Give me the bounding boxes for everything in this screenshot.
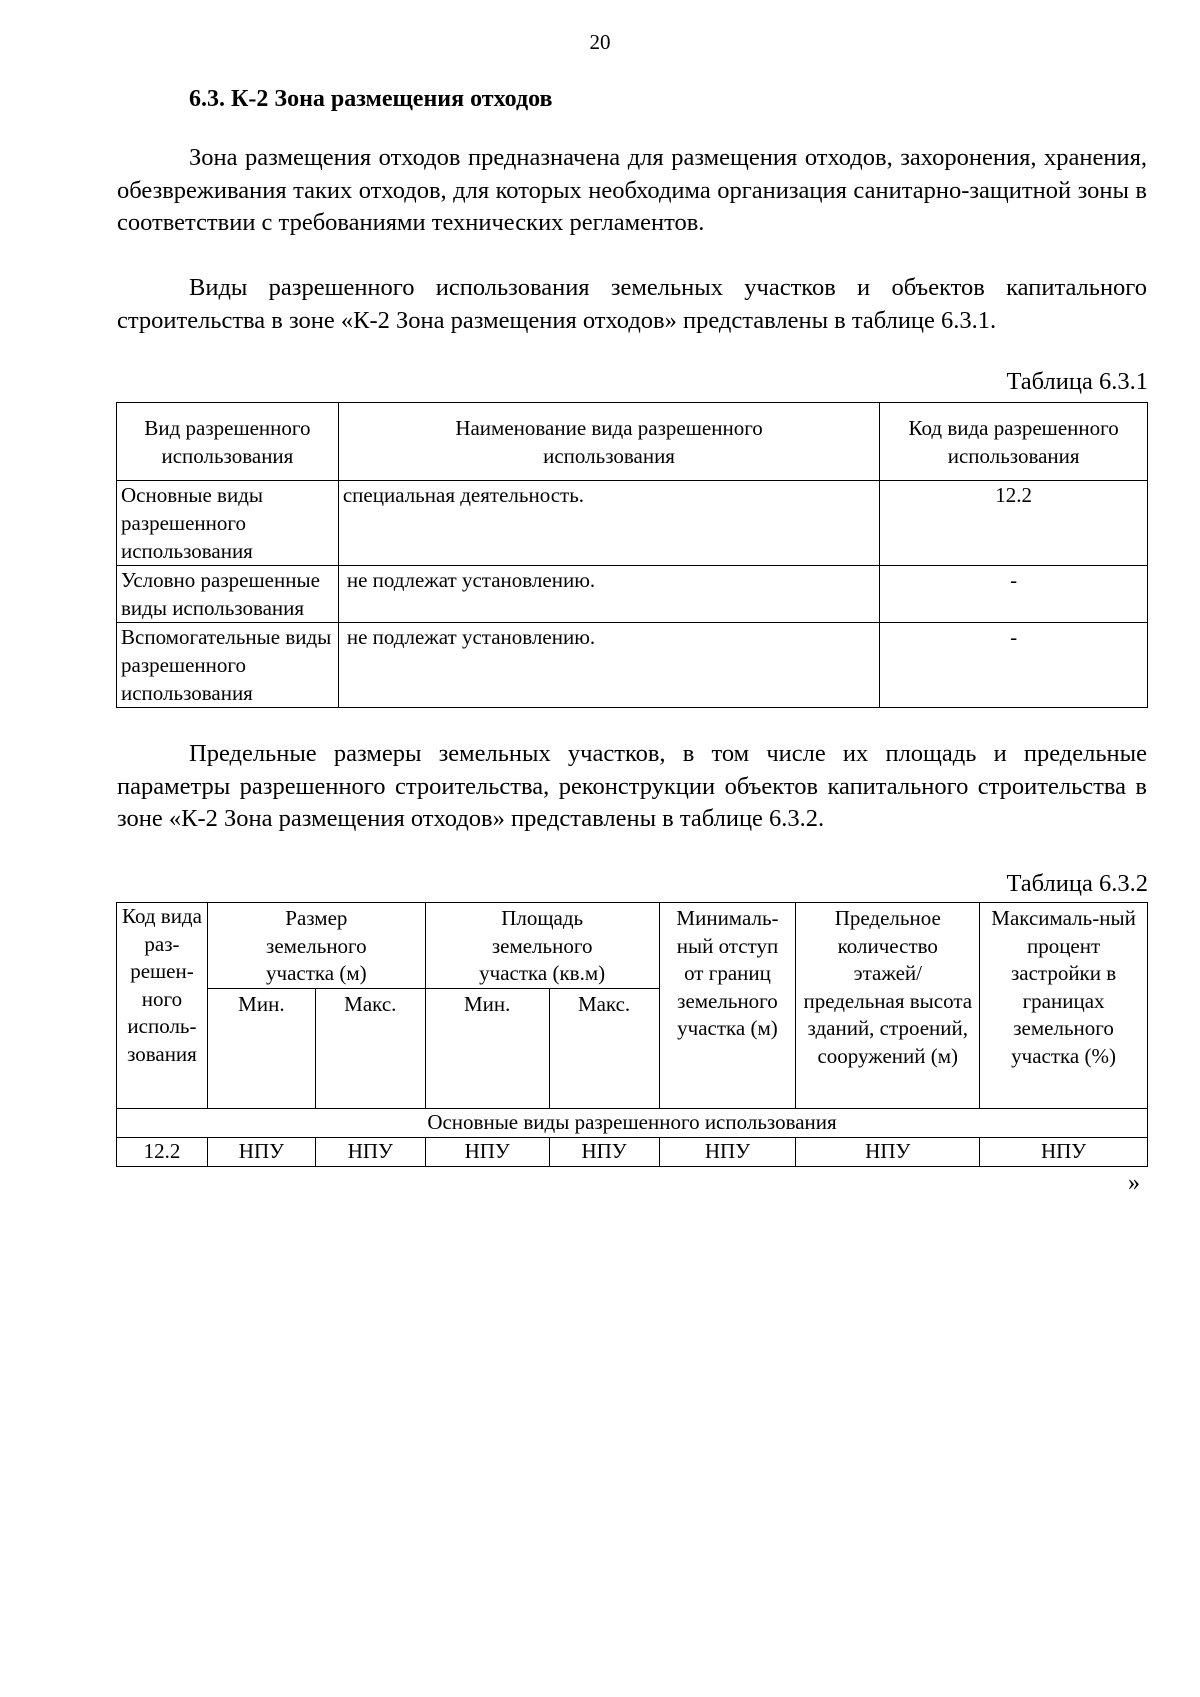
cell-floors: НПУ [796,1137,980,1166]
header-use-name: Наименование вида разрешенного использования [338,403,879,481]
row-use-name: не подлежат установлению. [338,566,879,623]
row-use-name: специальная деятельность. [338,481,879,566]
cell-size-min: НПУ [207,1137,315,1166]
table-row [117,566,1148,623]
table-row [117,623,1148,708]
header-area-max: Макс. [549,988,659,1108]
section-row-label: Основные виды разрешенного использования [117,1108,1148,1137]
row-use-name: не подлежат установлению. [338,623,879,708]
cell-code: 12.2 [117,1137,208,1166]
paragraph-permitted-uses-intro: Виды разрешенного использования земельных участков и объектов капитального строительства в зоне «К-2 Зона размещения отходов» представлены в таблице 6.3.1. [117,274,1147,334]
table2-caption: Таблица 6.3.2 [1006,870,1148,897]
row-use-code: - [880,566,1148,623]
parameters-table [116,902,1148,1167]
header-size-min: Мин. [207,988,315,1108]
table-section-row [117,1108,1148,1137]
header-use-type: Вид разрешенного использования [117,403,339,481]
header-floors-height: Предельное количество этажей/ предельная высота зданий, строений, сооружений (м) [796,903,980,1109]
page-number: 20 [589,30,611,54]
table-row [117,1137,1148,1166]
table-header-row [117,903,1148,989]
paragraph-limits-intro: Предельные размеры земельных участков, в том числе их площадь и предельные параметры разрешенного строительства, реконструкции объектов капитального строительства в зоне «К-2 Зона размещения отходов» представлены в таблице 6.3.2. [117,740,1147,832]
cell-coverage: НПУ [980,1137,1148,1166]
header-plot-area: Площадь земельного участка (кв.м) [425,903,659,989]
header-use-code: Код вида разрешенного использования [880,403,1148,481]
header-plot-size: Размер земельного участка (м) [207,903,425,989]
cell-size-max: НПУ [315,1137,425,1166]
permitted-uses-table [116,402,1148,708]
table-header-row [117,403,1148,481]
header-min-setback: Минималь-ный отступ от границ земельного участка (м) [659,903,796,1109]
row-use-type: Основные виды разрешенного использования [117,481,339,566]
paragraph-zone-description: Зона размещения отходов предназначена для размещения отходов, захоронения, хранения, обезвреживания таких отходов, для которых необходима организация санитарно-защитной зоны в соответствии с требованиями технических регламентов. [117,144,1147,236]
cell-area-min: НПУ [425,1137,549,1166]
row-use-type: Вспомогательные виды разрешенного использования [117,623,339,708]
row-use-code: 12.2 [880,481,1148,566]
table-row [117,481,1148,566]
cell-setback: НПУ [659,1137,796,1166]
table1-caption: Таблица 6.3.1 [1006,368,1148,395]
cell-area-max: НПУ [549,1137,659,1166]
header-code: Код вида раз-решен-ного исполь-зования [117,903,208,1109]
header-size-max: Макс. [315,988,425,1108]
header-max-coverage: Максималь-ный процент застройки в границах земельного участка (%) [980,903,1148,1109]
row-use-type: Условно разрешенные виды использования [117,566,339,623]
section-title: 6.3. К-2 Зона размещения отходов [189,86,553,112]
header-area-min: Мин. [425,988,549,1108]
row-use-code: - [880,623,1148,708]
closing-quote: » [1128,1170,1140,1196]
